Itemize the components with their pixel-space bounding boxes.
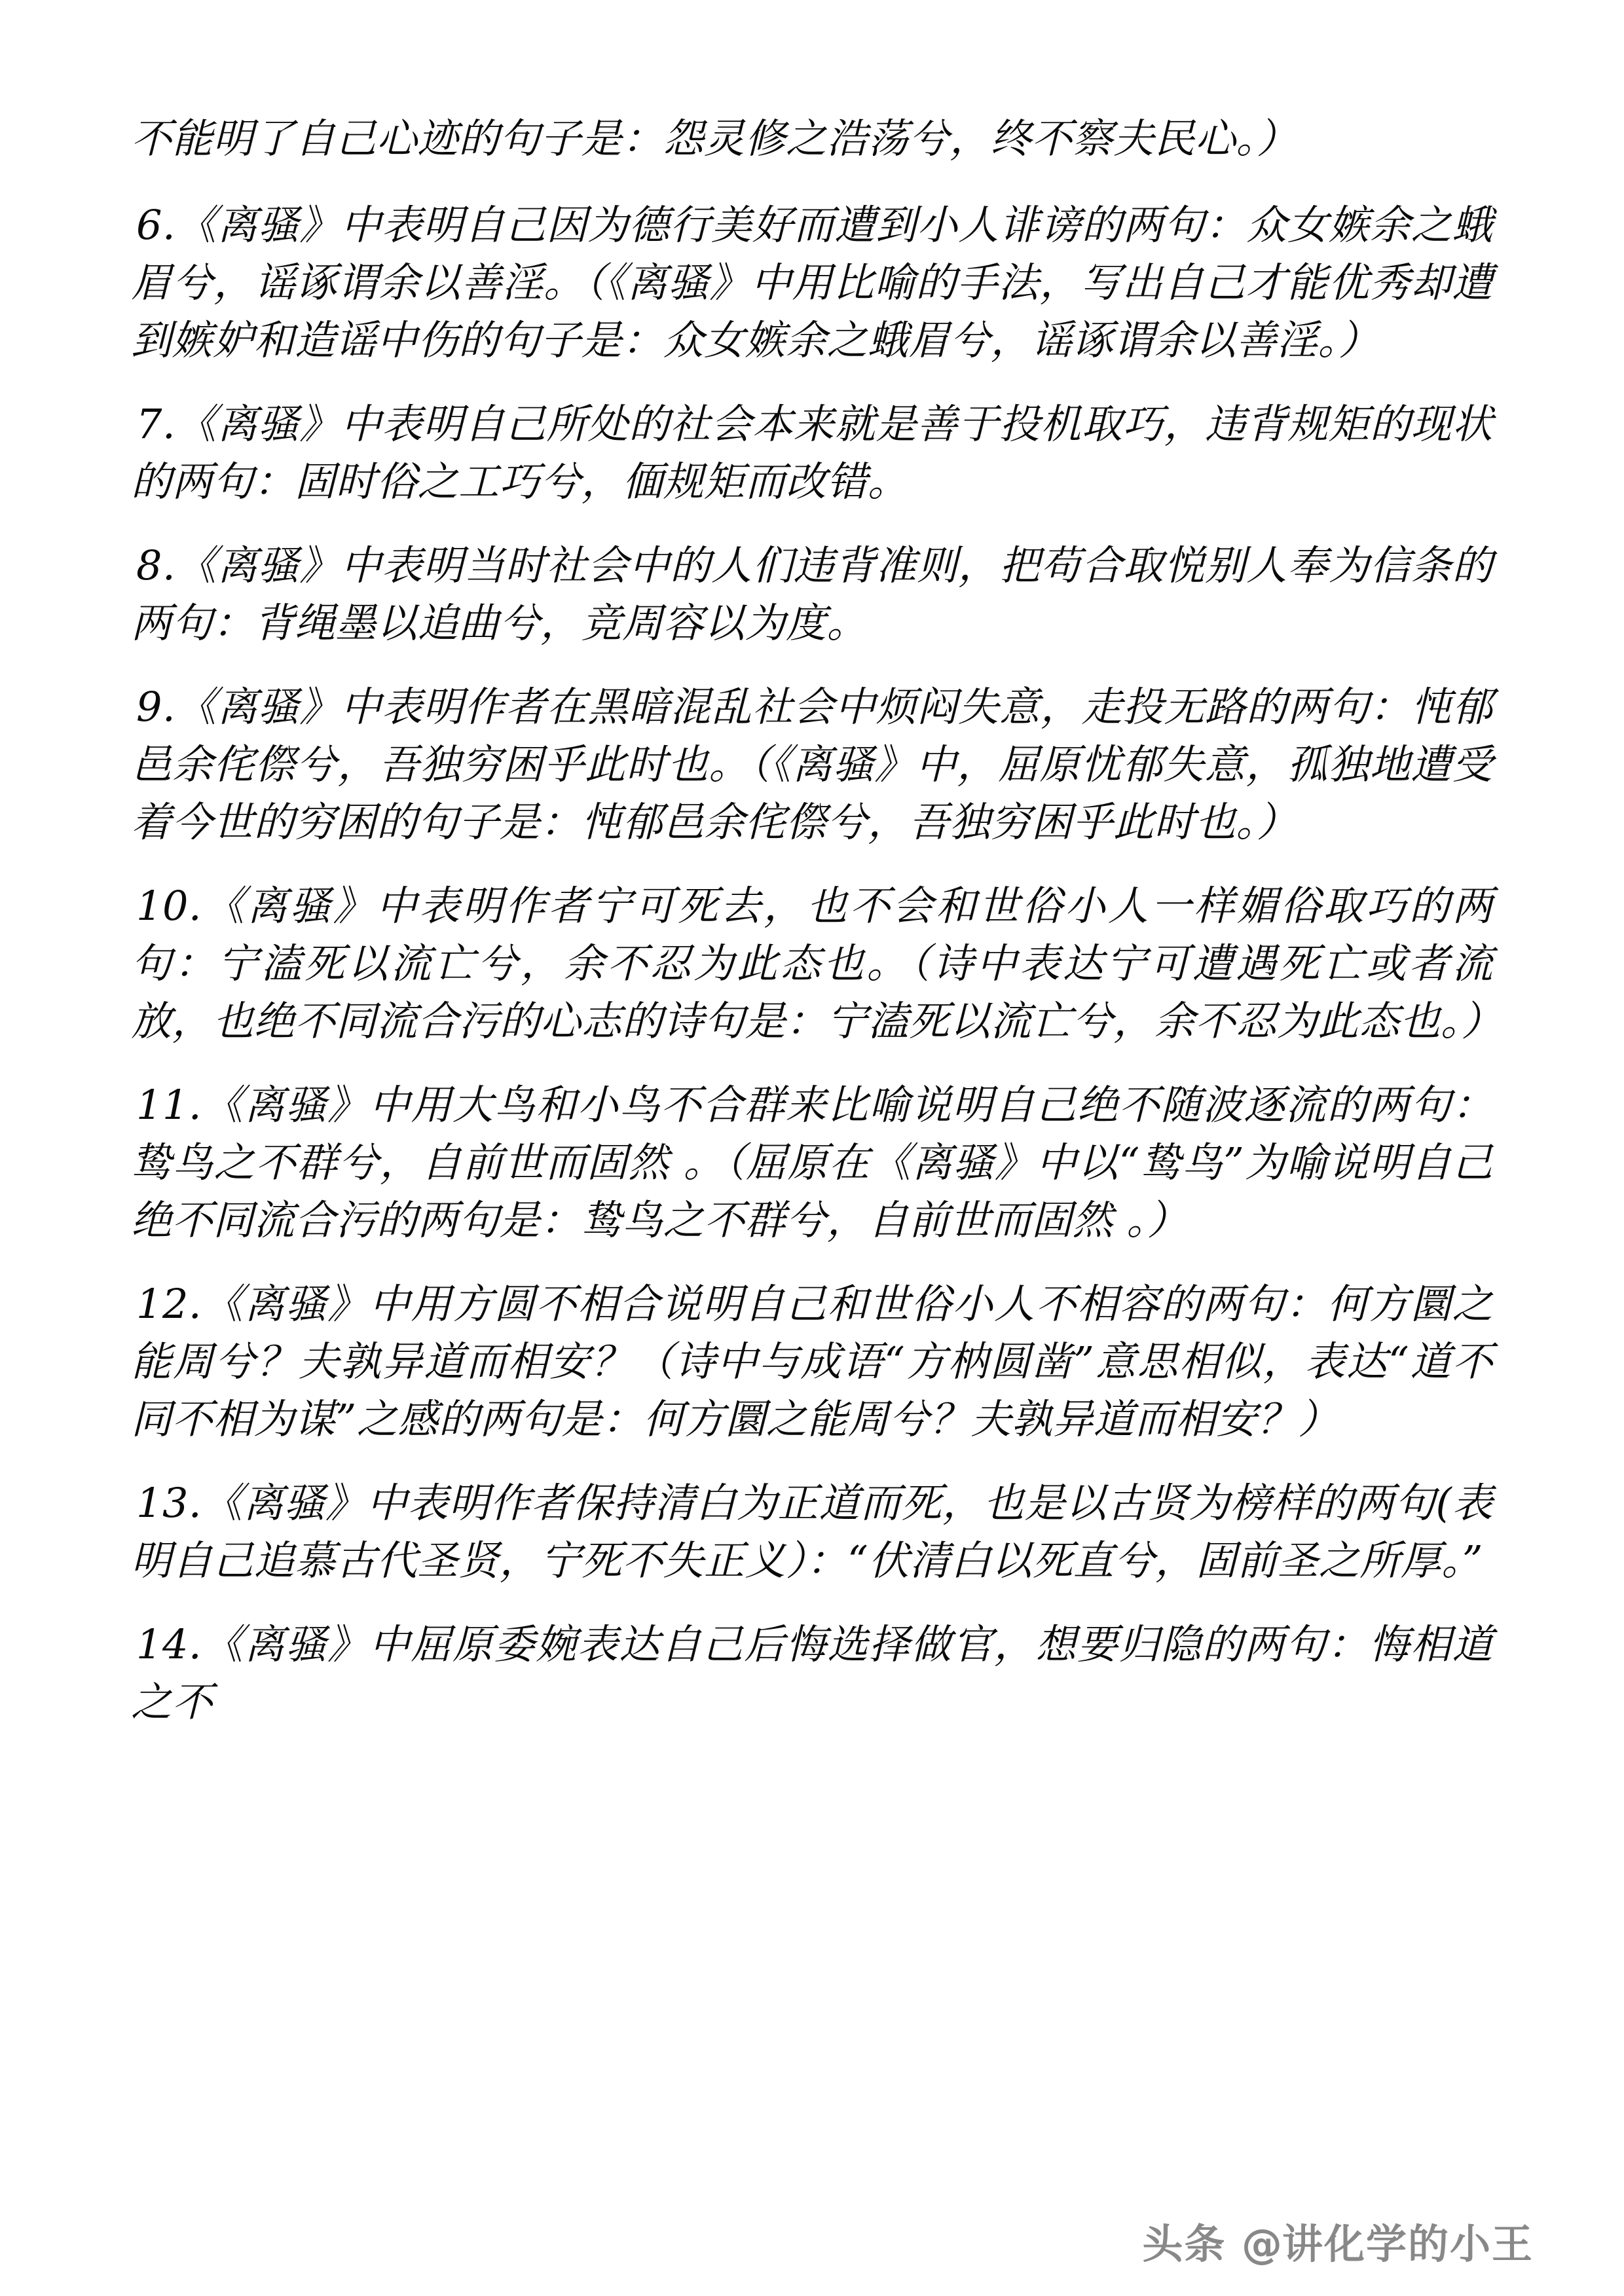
- paragraph-item-7: 7.《离骚》中表明自己所处的社会本来就是善于投机取巧，违背规矩的现状的两句：固时俗之工巧兮，偭规矩而改错。: [131, 400, 1493, 505]
- paragraph-item-9: 9.《离骚》中表明作者在黑暗混乱社会中烦闷失意，走投无路的两句：忳郁邑余侘傺兮，吾独穷困乎此时也。（《离骚》中，屈原忧郁失意，孤独地遭受着今世的穷困的句子是：忳郁邑余侘傺兮，吾独穷困乎此时也。）: [131, 683, 1493, 846]
- paragraph-item-13: 13.《离骚》中表明作者保持清白为正道而死，也是以古贤为榜样的两句(表明自己追慕古代圣贤，宁死不失正义）：“伏清白以死直兮，固前圣之所厚。”: [131, 1479, 1493, 1584]
- watermark: [1142, 2220, 1534, 2268]
- paragraph-item-12: 12.《离骚》中用方圆不相合说明自己和世俗小人不相容的两句：何方圜之能周兮？夫孰异道而相安？（诗中与成语“方枘圆凿”意思相似，表达“道不同不相为谋”之感的两句是：何方圜之能周兮？夫孰异道而相安？）: [131, 1280, 1493, 1443]
- paragraph-item-14: 14.《离骚》中屈原委婉表达自己后悔选择做官，想要归隐的两句：悔相道之不: [131, 1620, 1493, 1726]
- paragraph-item-6: 6.《离骚》中表明自己因为德行美好而遭到小人诽谤的两句：众女嫉余之蛾眉兮，谣诼谓余以善淫。（《离骚》中用比喻的手法，写出自己才能优秀却遭到嫉妒和造谣中伤的句子是：众女嫉余之蛾眉兮，谣诼谓余以善淫。）: [131, 201, 1493, 364]
- paragraph-continuation: 不能明了自己心迹的句子是：怨灵修之浩荡兮，终不察夫民心。）: [131, 115, 1298, 162]
- paragraph-item-11: 11.《离骚》中用大鸟和小鸟不合群来比喻说明自己绝不随波逐流的两句：鸷鸟之不群兮，自前世而固然 。（屈原在《离骚》中以“鸷鸟”为喻说明自己绝不同流合污的两句是：鸷鸟之不群兮，自前世而固然 。）: [131, 1081, 1493, 1244]
- watermark-platform: 头条: [1142, 2220, 1227, 2268]
- watermark-author: 讲化学的小王: [1282, 2220, 1534, 2268]
- document-body: [131, 110, 1503, 1731]
- paragraph-item-10: 10.《离骚》中表明作者宁可死去，也不会和世俗小人一样媚俗取巧的两句：宁溘死以流亡兮，余不忍为此态也。（诗中表达宁可遭遇死亡或者流放，也绝不同流合污的心志的诗句是：宁溘死以流亡兮，余不忍为此态也。）: [131, 882, 1503, 1045]
- paragraph-item-8: 8.《离骚》中表明当时社会中的人们违背准则，把苟合取悦别人奉为信条的两句：背绳墨以追曲兮，竞周容以为度。: [131, 541, 1493, 647]
- watermark-at-icon: @: [1241, 2220, 1282, 2268]
